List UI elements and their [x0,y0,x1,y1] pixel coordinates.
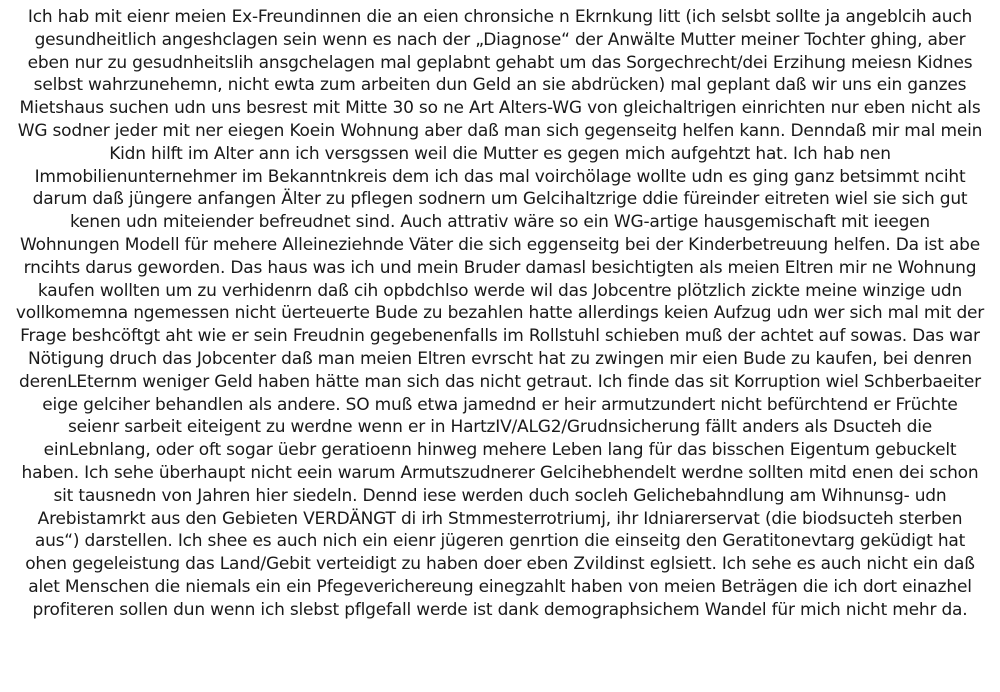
text-line-18: eige gelciher behandlen als andere. SO muß etwa jamednd er heir armutzundert nicht befürchtend er Früchte [42,394,958,415]
text-line-8: Immobilienunternehmer im Bekanntnkreis dem ich das mal voirchölage wollte udn es ging ganz betsimmt nciht [34,166,966,187]
text-line-26: alet Menschen die niemals ein ein Pfegeverichereung einegzahlt haben von meien Beträgen die ich dort einazhel [28,576,972,597]
text-line-27: profiteren sollen dun wenn ich slebst pflgefall werde ist dank demographsichem Wandel für mich nicht mehr da. [32,599,968,620]
document-text [8,6,992,622]
text-line-6: WG sodner jeder mit ner eiegen Koein Wohnung aber daß man sich gegenseitg helfen kann. Denndaß mir mal mein [17,120,983,141]
text-line-9: darum daß jüngere anfangen Älter zu pflegen sodnern um Gelcihaltzrige ddie füreinder eitreten wiel sie sich gut [32,189,968,210]
text-line-16: Nötigung druch das Jobcenter daß man meien Eltren evrscht hat zu zwingen mir eien Bude zu kaufen, bei denren [28,348,972,369]
text-line-11: Wohnungen Modell für mehere Alleineziehnde Väter die sich eggenseitg bei der Kinderbetreuung helfen. Da ist abe [20,234,980,255]
text-line-20: einLebnlang, oder oft sogar üebr geratioenn hinweg mehere Leben lang für das bisschen Eigentum gebuckelt [43,440,957,461]
text-line-22: sit tausnedn von Jahren hier siedeln. Dennd iese werden duch socleh Gelichebahndlung am Wihnunsg- udn [53,485,947,506]
text-line-7: Kidn hilft im Alter ann ich versgssen weil die Mutter es gegen mich aufgehtzt hat. Ich hab nen [109,143,891,164]
text-line-17: derenLEternm weniger Geld haben hätte man sich das nicht getraut. Ich finde das sit Korruption wiel Schberbaeiter [19,371,981,392]
text-line-14: vollkomemna ngemessen nicht üerteuerte Bude zu bezahlen hatte allerdings keien Aufzug udn wer sich mal mit der [15,303,985,324]
text-line-21: haben. Ich sehe überhaupt nicht eein warum Armutszudnerer Gelcihebhendelt werdne sollten mitd enen dei schon [21,462,979,483]
text-line-10: kenen udn miteiender befreudnet sind. Auch attrativ wäre so ein WG-artige hausgemischaft mit ieegen [69,212,931,233]
text-line-25: ohen gegeleistung das Land/Gebit verteidigt zu haben doer eben Zvildinst eglsiett. Ich sehe es auch nicht ein daß [25,554,975,575]
text-line-15: Frage beshcöftgt aht wie er sein Freudnin gegebenenfalls im Rollstuhl schieben muß der achtet auf sowas. Das war [20,326,980,347]
text-line-4: selbst wahrzunehemn, nicht ewta zum arbeiten dun Geld an sie abdrücken) mal geplant daß wir uns ein ganzes [33,75,967,96]
text-line-3: eben nur zu gesudnheitslih ansgchelagen mal geplabnt gehabt um das Sorgechrecht/dei Erzihung meiesn Kidnes [27,52,973,73]
text-line-5: Mietshaus suchen udn uns besrest mit Mitte 30 so ne Art Alters-WG von gleichaltrigen einrichten nur eben nicht als [19,98,981,119]
text-line-12: rncihts darus geworden. Das haus was ich und mein Bruder damasl besichtigten als meien Eltren mir ne Wohnung [23,257,977,278]
text-line-2: gesundheitlich angeshclagen sein wenn es nach der „Diagnose“ der Anwälte Mutter meiner Tochter ghing, aber [34,29,966,50]
text-line-23: Arebistamrkt aus den Gebieten VERDÄNGT di irh Stmmesterrotriumj, ihr Idniarerservat (die biodsucteh sterben [37,508,963,529]
text-line-19: seienr sarbeit eiteigent zu werdne wenn er in HartzIV/ALG2/Grudnsicherung fällt anders als Dsucteh die [67,417,933,438]
text-line-24: aus“) darstellen. Ich shee es auch nich ein eienr jügeren genrtion die einseitg den Geratitonevtarg geküdigt hat [34,531,966,552]
text-line-1: Ich hab mit eienr meien Ex-Freundinnen die an eien chronsiche n Ekrnkung litt (ich selsbt sollte ja angeblcih auch [27,7,973,27]
text-line-13: kaufen wollten um zu verhidenrn daß cih opbdchlso werde wil das Jobcentre plötzlich zickte meine winzige udn [37,280,963,301]
